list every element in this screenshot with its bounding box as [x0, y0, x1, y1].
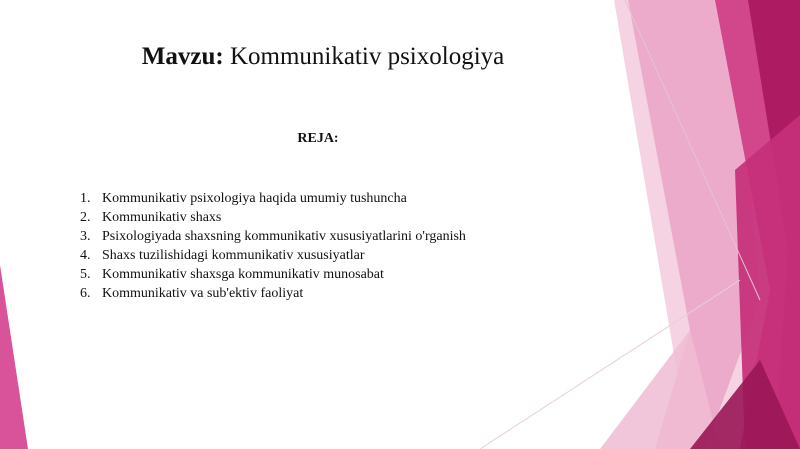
list-item-number: 4.	[80, 248, 91, 263]
list-item	[80, 265, 466, 284]
deco-left-wedge	[0, 265, 28, 449]
list-item-number: 6.	[80, 286, 91, 301]
list-item	[80, 208, 466, 227]
list-item	[80, 227, 466, 246]
list-item-number: 1.	[80, 191, 91, 206]
list-item-text: Kommunikativ va sub'ektiv faoliyat	[102, 286, 304, 301]
slide-title	[0, 43, 646, 71]
list-item-number: 2.	[80, 210, 91, 225]
list-item	[80, 284, 466, 303]
list-item-text: Psixologiyada shaxsning kommunikativ xususiyatlarini o'rganish	[102, 229, 466, 244]
list-item	[80, 246, 466, 265]
list-item-number: 5.	[80, 267, 91, 282]
list-item	[80, 189, 466, 208]
title-label: Mavzu:	[141, 43, 224, 70]
list-item-text: Kommunikativ shaxsga kommunikativ munosabat	[102, 267, 384, 282]
list-item-text: Shaxs tuzilishidagi kommunikativ xususiyatlar	[102, 248, 365, 263]
title-text: Kommunikativ psixologiya	[229, 43, 505, 70]
plan-list	[80, 189, 466, 303]
list-item-text: Kommunikativ psixologiya haqida umumiy tushuncha	[102, 191, 407, 206]
list-item-number: 3.	[80, 229, 91, 244]
plan-heading: REJA:	[297, 131, 339, 146]
list-item-text: Kommunikativ shaxs	[102, 210, 222, 225]
